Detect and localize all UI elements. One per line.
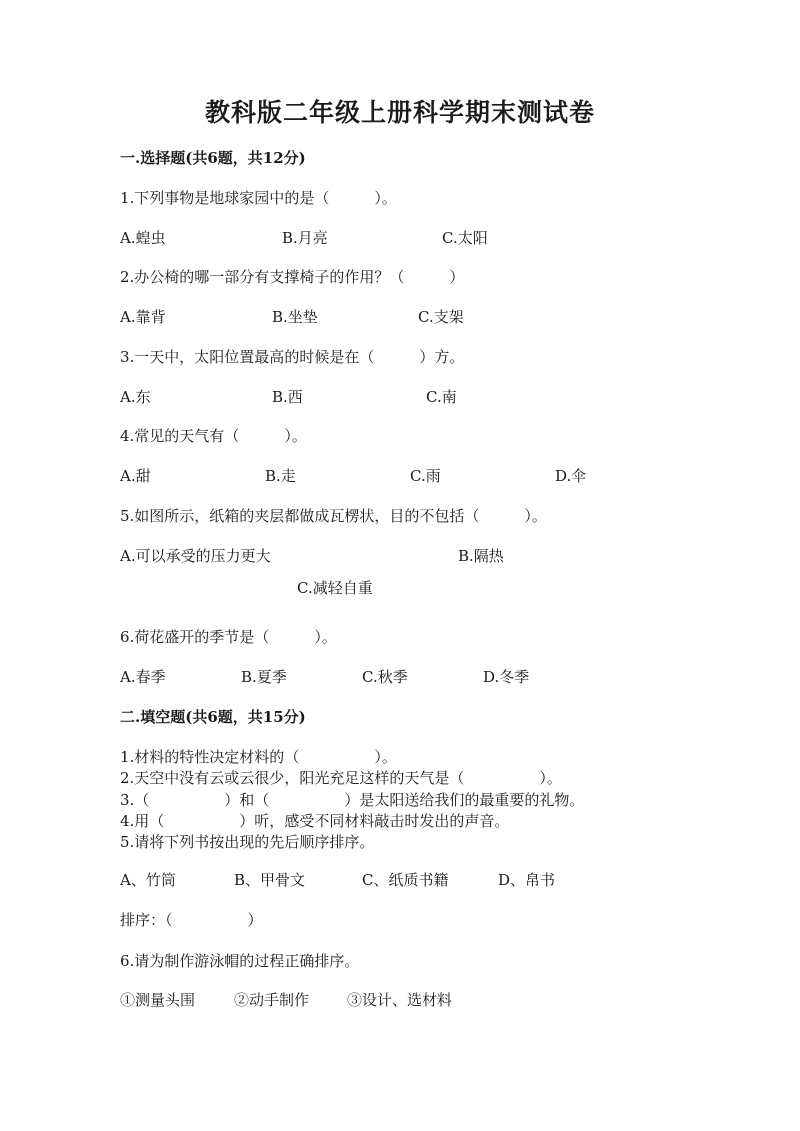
question-stem: 3.一天中，太阳位置最高的时候是在（ ）方。: [120, 348, 465, 366]
option-b: B.隔热: [458, 547, 504, 565]
option-c: C.雨: [410, 467, 441, 485]
option-a: A.可以承受的压力更大: [120, 547, 271, 565]
option-c: C.秋季: [362, 668, 408, 686]
step-option: ②动手制作: [234, 991, 310, 1009]
option-a: A.靠背: [120, 308, 166, 326]
step-option: ③设计、选材料: [347, 991, 453, 1009]
section-heading-choice: 一.选择题(共6题，共12分): [120, 149, 306, 167]
option-d: D、帛书: [498, 871, 556, 889]
fill-line: 3.（ ）和（ ）是太阳送给我们的最重要的礼物。: [120, 791, 585, 809]
option-a: A.东: [120, 388, 151, 406]
option-b: B.月亮: [282, 229, 328, 247]
page-title: 教科版二年级上册科学期末测试卷: [204, 98, 595, 127]
option-d: D.伞: [555, 467, 587, 485]
question-stem: 1.下列事物是地球家园中的是（ ）。: [120, 189, 397, 207]
question-stem: 5.如图所示，纸箱的夹层都做成瓦楞状，目的不包括（ ）。: [120, 507, 547, 525]
option-b: B.坐垫: [272, 308, 318, 326]
option-d: D.冬季: [483, 668, 530, 686]
option-b: B、甲骨文: [234, 871, 306, 889]
question-stem: 6.荷花盛开的季节是（ ）。: [120, 628, 337, 646]
section-heading-fill: 二.填空题(共6题，共15分): [120, 708, 306, 726]
question-stem: 2.办公椅的哪一部分有支撑椅子的作用？（ ）: [120, 268, 465, 286]
option-a: A.春季: [120, 668, 166, 686]
option-b: B.走: [265, 467, 296, 485]
option-a: A、竹筒: [120, 871, 176, 889]
question-stem: 4.常见的天气有（ ）。: [120, 427, 307, 445]
fill-line: 5.请将下列书按出现的先后顺序排序。: [120, 833, 375, 851]
option-b: B.西: [272, 388, 303, 406]
option-c: C.太阳: [442, 229, 488, 247]
option-b: B.夏季: [241, 668, 287, 686]
option-c: C.南: [426, 388, 457, 406]
answer-line: 排序：（ ）: [120, 911, 263, 929]
question-stem: 6.请为制作游泳帽的过程正确排序。: [120, 952, 360, 970]
option-a: A.甜: [120, 467, 151, 485]
fill-line: 4.用（ ）听，感受不同材料敲击时发出的声音。: [120, 812, 510, 830]
option-c: C、纸质书籍: [362, 871, 449, 889]
fill-line: 1.材料的特性决定材料的（ ）。: [120, 748, 397, 766]
option-c: C.支架: [418, 308, 464, 326]
fill-line: 2.天空中没有云或云很少，阳光充足这样的天气是（ ）。: [120, 769, 562, 787]
step-option: ①测量头围: [120, 991, 196, 1009]
option-c: C.减轻自重: [297, 579, 373, 597]
option-a: A.蝗虫: [120, 229, 166, 247]
